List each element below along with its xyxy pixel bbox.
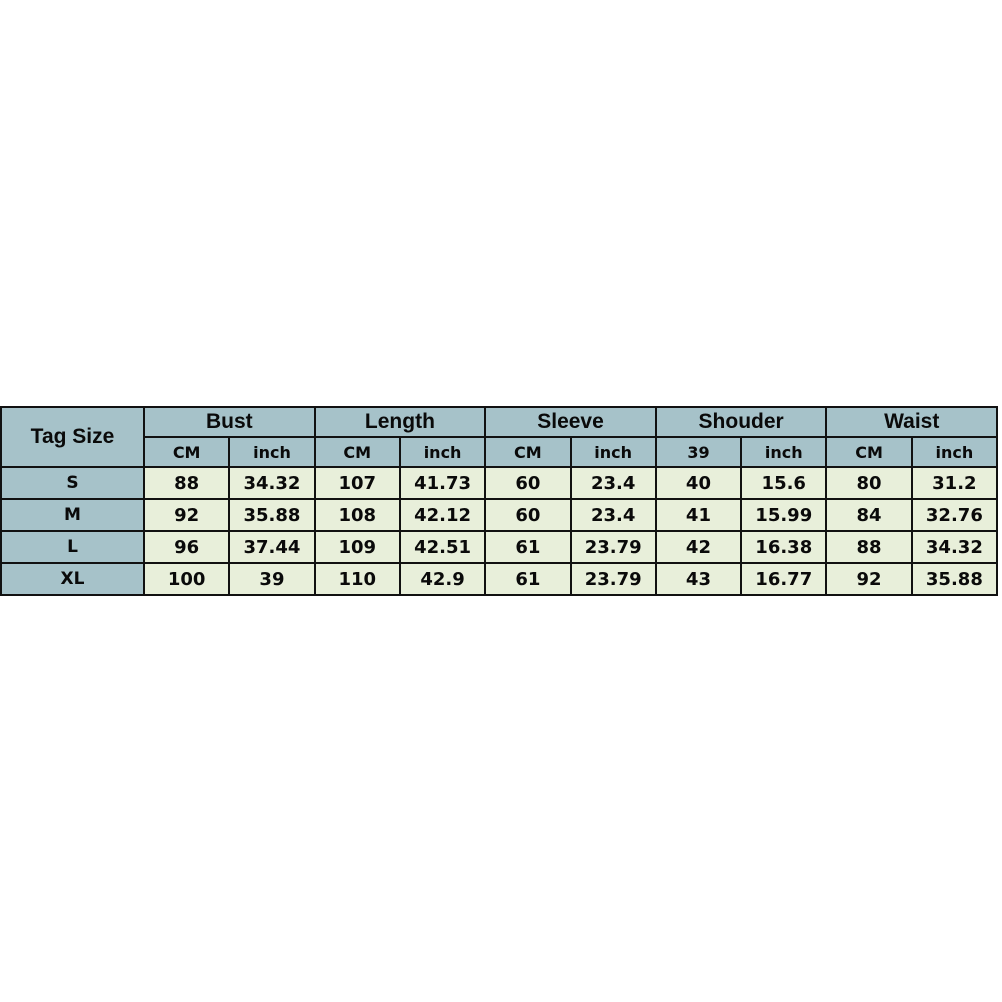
- unit-header-shouder-inch: inch: [741, 437, 826, 467]
- size-chart-table: [0, 406, 998, 596]
- value-cell: 41.73: [400, 467, 485, 499]
- value-cell: 23.79: [571, 531, 656, 563]
- value-cell: 35.88: [229, 499, 314, 531]
- unit-header-shouder-39: 39: [656, 437, 741, 467]
- value-cell: 31.2: [912, 467, 997, 499]
- value-cell: 60: [485, 499, 570, 531]
- unit-header-bust-inch: inch: [229, 437, 314, 467]
- value-cell: 37.44: [229, 531, 314, 563]
- size-cell: L: [1, 531, 144, 563]
- value-cell: 108: [315, 499, 400, 531]
- value-cell: 15.99: [741, 499, 826, 531]
- unit-header-waist-inch: inch: [912, 437, 997, 467]
- value-cell: 92: [144, 499, 229, 531]
- value-cell: 100: [144, 563, 229, 595]
- unit-header-length-inch: inch: [400, 437, 485, 467]
- table-row: [1, 499, 997, 531]
- unit-header-length-cm: CM: [315, 437, 400, 467]
- table-row: [1, 563, 997, 595]
- table-row: [1, 531, 997, 563]
- group-header-row: [1, 407, 997, 437]
- size-cell: S: [1, 467, 144, 499]
- value-cell: 41: [656, 499, 741, 531]
- value-cell: 15.6: [741, 467, 826, 499]
- value-cell: 43: [656, 563, 741, 595]
- table-row: [1, 467, 997, 499]
- value-cell: 34.32: [912, 531, 997, 563]
- value-cell: 23.79: [571, 563, 656, 595]
- value-cell: 61: [485, 531, 570, 563]
- value-cell: 110: [315, 563, 400, 595]
- value-cell: 32.76: [912, 499, 997, 531]
- unit-header-row: [1, 437, 997, 467]
- size-cell: M: [1, 499, 144, 531]
- size-chart-header: [1, 407, 997, 467]
- unit-header-sleeve-cm: CM: [485, 437, 570, 467]
- value-cell: 80: [826, 467, 911, 499]
- value-cell: 42: [656, 531, 741, 563]
- corner-cell-tag-size: Tag Size: [1, 407, 144, 467]
- group-header-bust: Bust: [144, 407, 315, 437]
- value-cell: 23.4: [571, 499, 656, 531]
- value-cell: 16.77: [741, 563, 826, 595]
- value-cell: 23.4: [571, 467, 656, 499]
- value-cell: 42.12: [400, 499, 485, 531]
- value-cell: 60: [485, 467, 570, 499]
- group-header-waist: Waist: [826, 407, 997, 437]
- value-cell: 88: [826, 531, 911, 563]
- value-cell: 34.32: [229, 467, 314, 499]
- size-chart-body: [1, 467, 997, 595]
- value-cell: 107: [315, 467, 400, 499]
- value-cell: 16.38: [741, 531, 826, 563]
- value-cell: 40: [656, 467, 741, 499]
- unit-header-bust-cm: CM: [144, 437, 229, 467]
- group-header-sleeve: Sleeve: [485, 407, 656, 437]
- value-cell: 92: [826, 563, 911, 595]
- value-cell: 42.51: [400, 531, 485, 563]
- group-header-shouder: Shouder: [656, 407, 827, 437]
- size-cell: XL: [1, 563, 144, 595]
- value-cell: 109: [315, 531, 400, 563]
- unit-header-sleeve-inch: inch: [571, 437, 656, 467]
- value-cell: 88: [144, 467, 229, 499]
- value-cell: 61: [485, 563, 570, 595]
- value-cell: 39: [229, 563, 314, 595]
- value-cell: 42.9: [400, 563, 485, 595]
- value-cell: 35.88: [912, 563, 997, 595]
- value-cell: 84: [826, 499, 911, 531]
- unit-header-waist-cm: CM: [826, 437, 911, 467]
- group-header-length: Length: [315, 407, 486, 437]
- value-cell: 96: [144, 531, 229, 563]
